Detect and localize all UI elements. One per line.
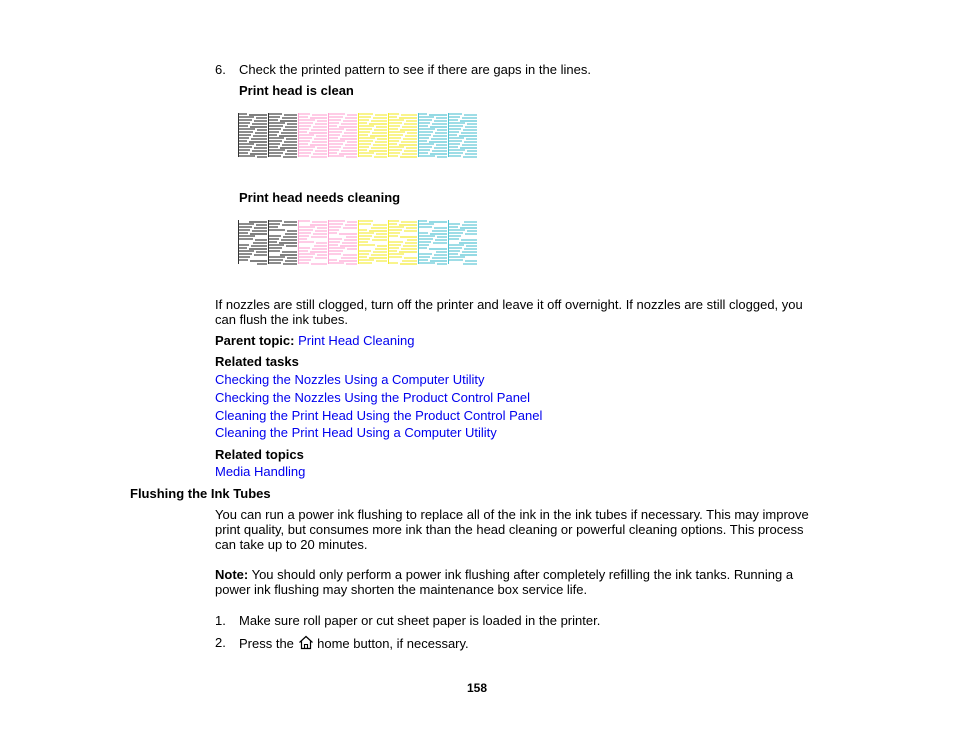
step-1-text: Make sure roll paper or cut sheet paper is loaded in the printer.: [239, 613, 601, 628]
related-task-link[interactable]: Cleaning the Print Head Using the Product Control Panel: [215, 408, 543, 423]
parent-topic: [215, 333, 414, 348]
section-intro-line-2: print quality, but consumes more ink than the head cleaning or powerful cleaning options. This process: [215, 522, 804, 537]
related-task-link[interactable]: Checking the Nozzles Using the Product Control Panel: [215, 390, 531, 405]
nozzle-paragraph-line-1: If nozzles are still clogged, turn off the printer and leave it off overnight. If nozzles are still clogged, you: [215, 297, 803, 312]
step-6-number: 6.: [215, 62, 226, 77]
step-2-number: 2.: [215, 635, 226, 650]
section-intro-line-3: can take up to 20 minutes.: [215, 537, 368, 552]
note-text: You should only perform a power ink flushing after completely refilling the ink tanks. Running a: [248, 567, 794, 582]
clean-pattern-caption: Print head is clean: [239, 83, 354, 98]
note-label: Note:: [215, 567, 249, 582]
parent-topic-link[interactable]: Print Head Cleaning: [298, 333, 415, 348]
note-line-2: power ink flushing may shorten the maintenance box service life.: [215, 582, 588, 597]
related-task-link[interactable]: Checking the Nozzles Using a Computer Utility: [215, 372, 485, 387]
step-2-text-pre: Press the: [239, 636, 298, 651]
section-title: Flushing the Ink Tubes: [130, 486, 271, 501]
step-6-text: Check the printed pattern to see if there are gaps in the lines.: [239, 62, 591, 77]
note-paragraph: [215, 567, 793, 597]
nozzle-paragraph: [215, 297, 803, 327]
section-intro-line-1: You can run a power ink flushing to replace all of the ink in the ink tubes if necessary. This may improve: [215, 507, 809, 522]
section-intro: [215, 507, 809, 552]
step-2-text-post: home button, if necessary.: [313, 636, 469, 651]
step-1-number: 1.: [215, 613, 226, 628]
step-2-text: [239, 635, 469, 651]
clean-nozzle-pattern: [238, 112, 478, 158]
note-line-1: [215, 567, 793, 582]
needs-cleaning-nozzle-pattern: [238, 219, 478, 265]
related-topics-heading: Related topics: [215, 447, 304, 462]
parent-topic-label: Parent topic:: [215, 333, 295, 348]
page-number: 158: [467, 681, 488, 695]
nozzle-paragraph-line-2: can flush the ink tubes.: [215, 312, 348, 327]
related-tasks-heading: Related tasks: [215, 354, 299, 369]
related-task-link[interactable]: Cleaning the Print Head Using a Computer Utility: [215, 425, 497, 440]
related-topic-link[interactable]: Media Handling: [215, 464, 306, 479]
home-icon: [298, 635, 314, 650]
needs-cleaning-pattern-caption: Print head needs cleaning: [239, 190, 401, 205]
